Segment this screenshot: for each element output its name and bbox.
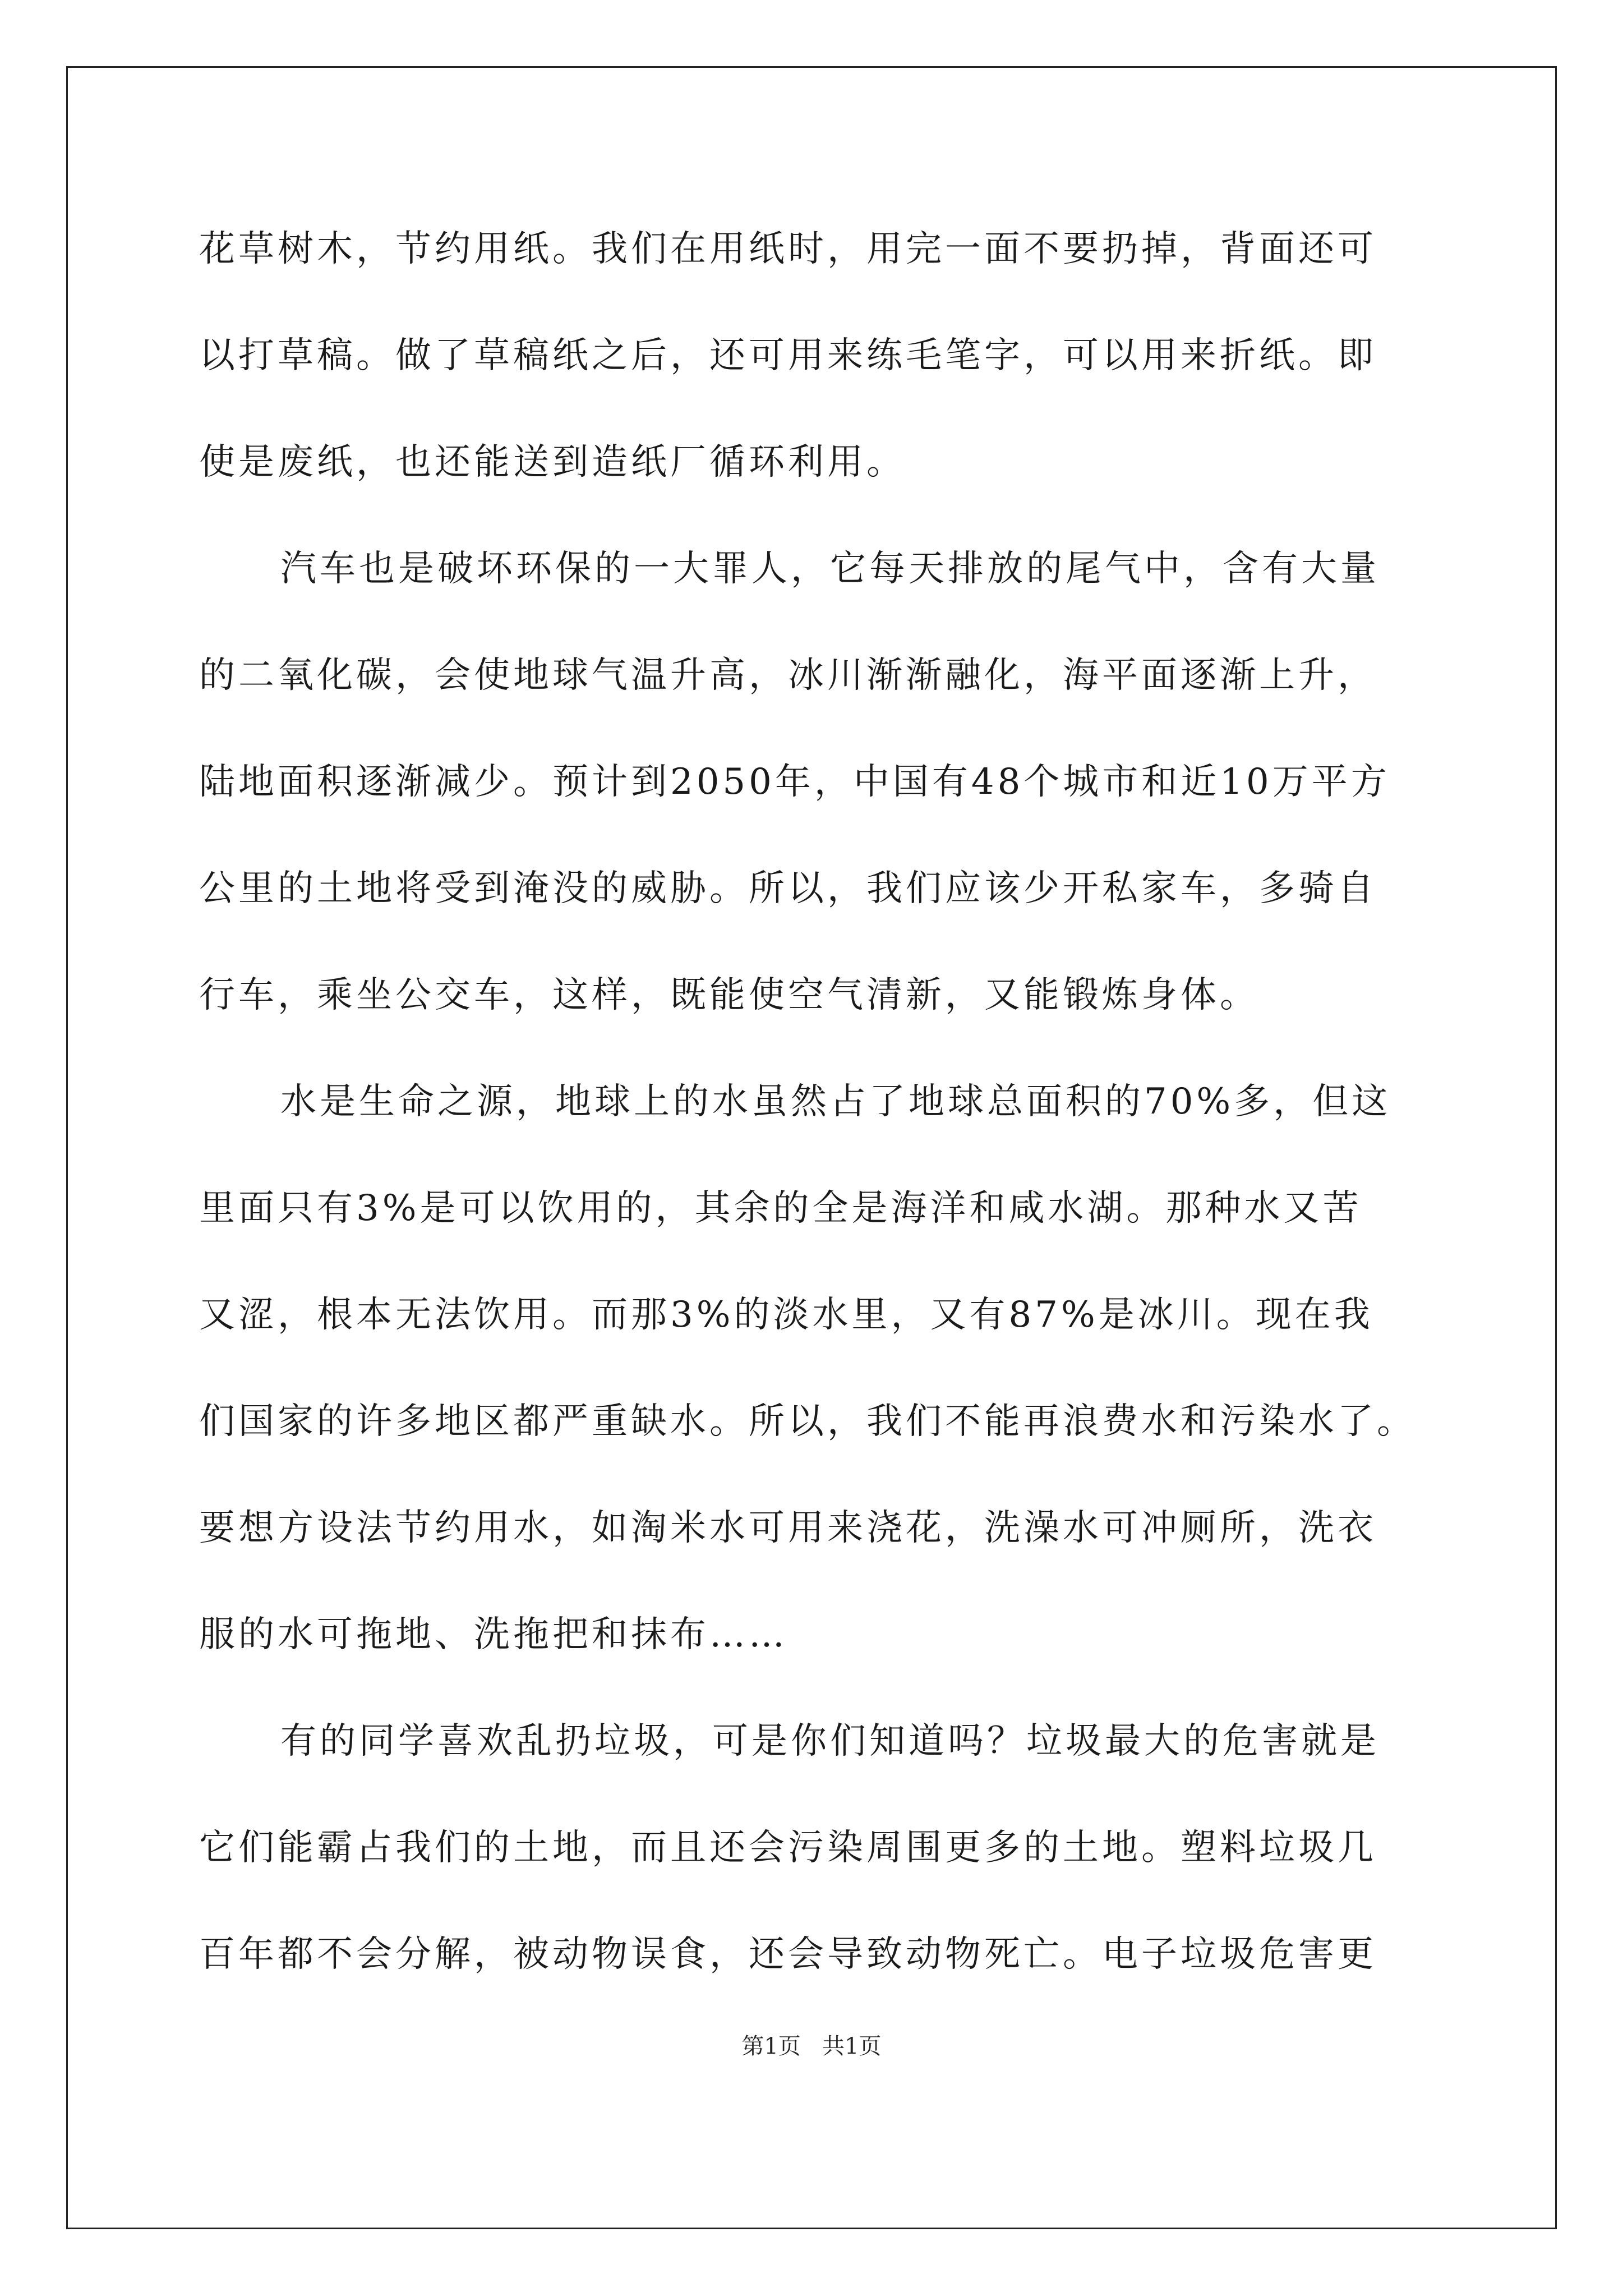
paragraph-first-line: 有的同学喜欢乱扔垃圾，可是你们知道吗？垃圾最大的危害就是 [280,1720,1380,1762]
paragraph-line: 里面只有3%是可以饮用的，其余的全是海洋和咸水湖。那种水又苦 [199,1188,1362,1229]
paragraph-line: 使是废纸，也还能送到造纸厂循环利用。 [199,441,906,483]
paragraph-line: 公里的土地将受到淹没的威胁。所以，我们应该少开私家车，多骑自 [199,868,1377,909]
paragraph-line: 行车，乘坐公交车，这样，既能使空气清新，又能锻炼身体。 [199,974,1259,1016]
paragraph-line: 的二氧化碳，会使地球气温升高，冰川渐渐融化，海平面逐渐上升， [199,655,1377,696]
paragraph-line: 要想方设法节约用水，如淘米水可用来浇花，洗澡水可冲厕所，洗衣 [199,1507,1377,1549]
paragraph-line: 花草树木，节约用纸。我们在用纸时，用完一面不要扔掉，背面还可 [199,228,1377,270]
paragraph-line: 陆地面积逐渐减少。预计到2050年，中国有48个城市和近10万平方 [199,761,1390,803]
paragraph-line: 以打草稿。做了草稿纸之后，还可用来练毛笔字，可以用来折纸。即 [199,335,1377,376]
paragraph-line: 又涩，根本无法饮用。而那3%的淡水里，又有87%是冰川。现在我 [199,1294,1373,1336]
paragraph-first-line: 水是生命之源，地球上的水虽然占了地球总面积的70%多，但这 [280,1081,1391,1122]
paragraph-line: 百年都不会分解，被动物误食，还会导致动物死亡。电子垃圾危害更 [199,1934,1377,1975]
page-number-footer: 第1页 共1页 [741,2033,882,2059]
paragraph-line: 服的水可拖地、洗拖把和抹布…… [199,1614,788,1655]
paragraph-line: 们国家的许多地区都严重缺水。所以，我们不能再浪费水和污染水了。 [199,1401,1416,1442]
paragraph-line: 它们能霸占我们的土地，而且还会污染周围更多的土地。塑料垃圾几 [199,1827,1377,1869]
paragraph-first-line: 汽车也是破坏环保的一大罪人，它每天排放的尾气中，含有大量 [280,548,1380,590]
page-border [66,66,1557,2229]
